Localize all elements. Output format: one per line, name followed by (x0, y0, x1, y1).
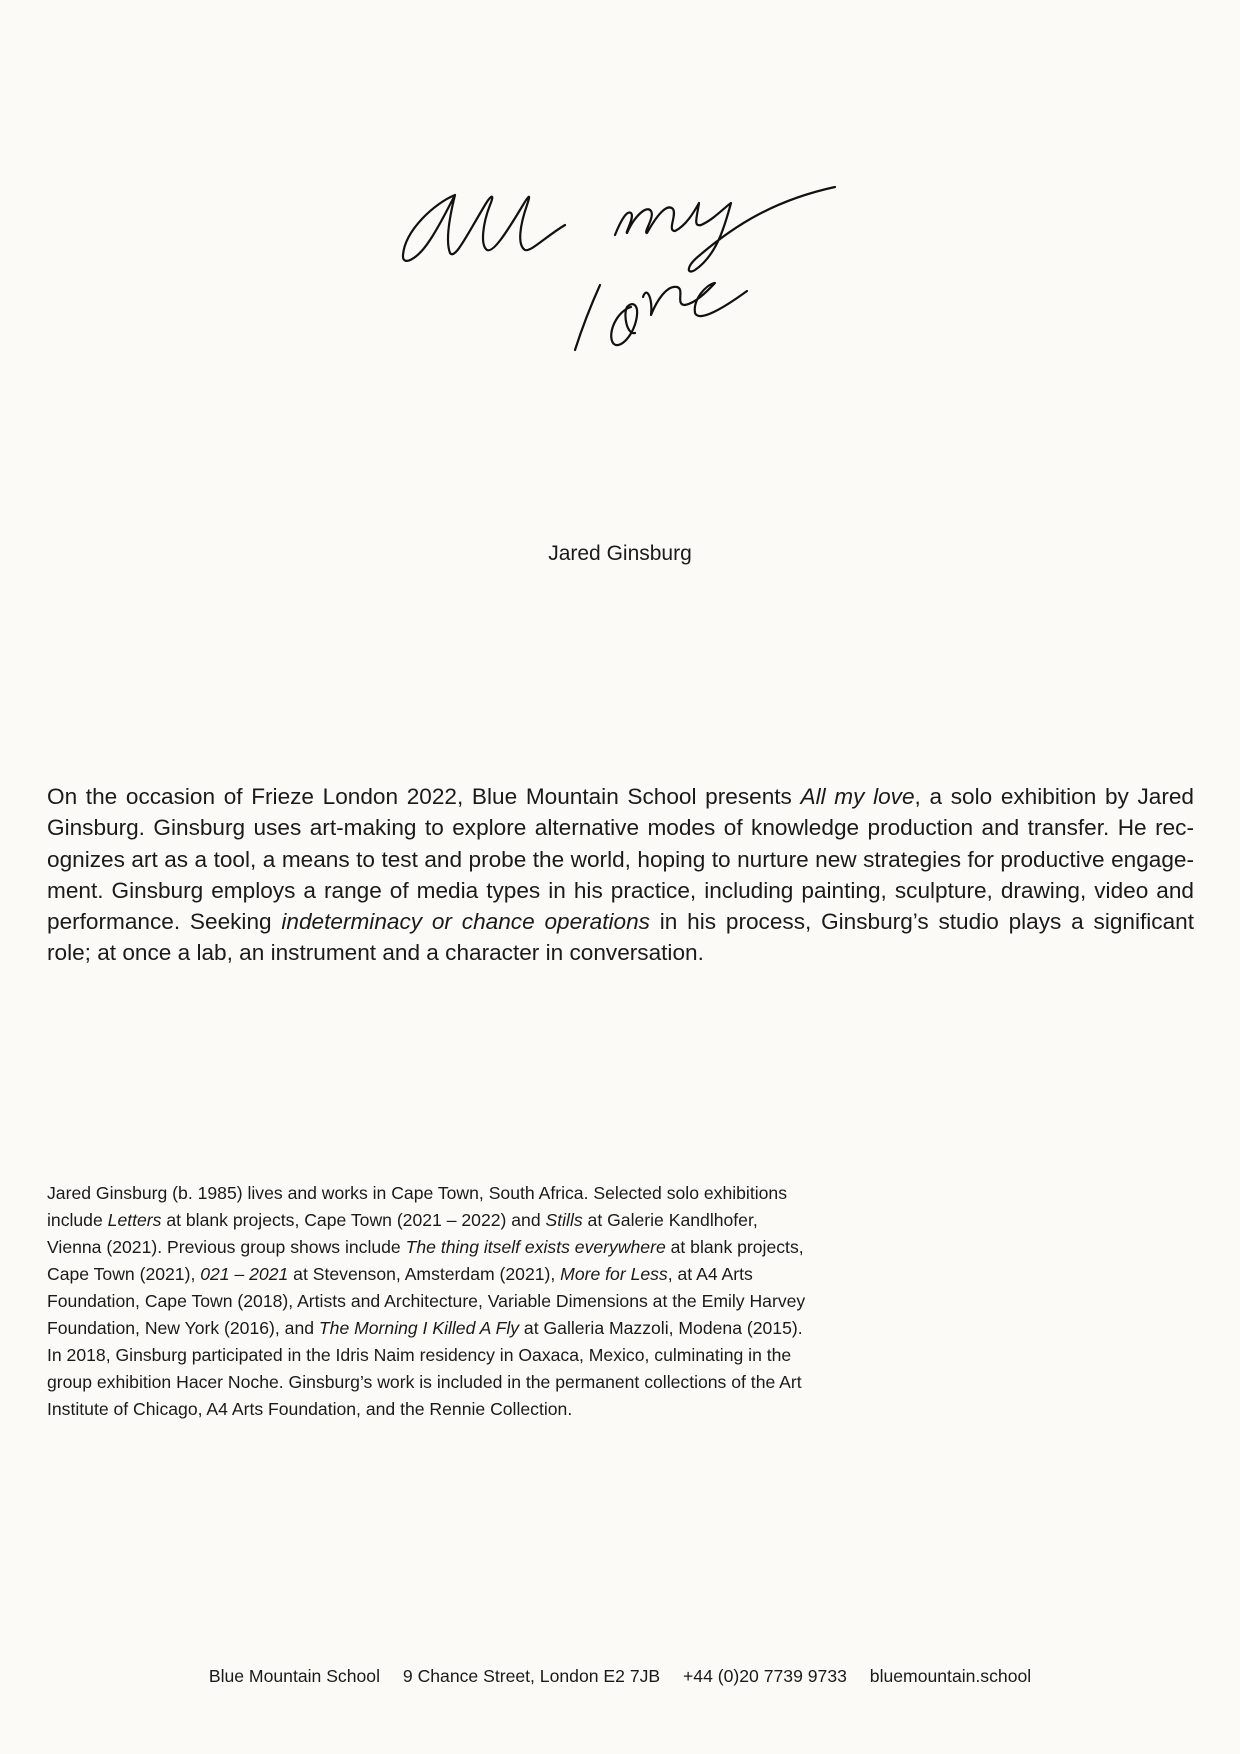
handwritten-title-signature (395, 175, 845, 375)
bio-work-letters: Letters (107, 1210, 162, 1230)
bio-text-4: at blank projects, Cape Town (2021), (47, 1237, 804, 1284)
bio-text-3: at Galerie Kandlhofer, Vienna (2021). Previous group shows include (47, 1210, 758, 1257)
bio-work-stills: Stills (545, 1210, 583, 1230)
intro-paragraph (47, 781, 1194, 969)
bio-text-1: Jared Ginsburg (b. 1985) lives and works in Cape Town, South Africa. Selected solo exhibitions include (47, 1183, 787, 1230)
intro-emphasis: indeterminacy or chance operations (281, 909, 650, 935)
bio-text-2: at blank projects, Cape Town (2021 – 2022) and (161, 1210, 546, 1230)
intro-text-1: On the occasion of Frieze London 2022, Blue Mountain School presents (47, 784, 801, 809)
footer-phone: +44 (0)20 7739 9733 (683, 1666, 847, 1686)
bio-work-021-2021: 021 – 2021 (200, 1264, 289, 1284)
bio-text-6: , at A4 Arts Foundation, Cape Town (2018), Artists and Architecture, Variable Dimensions at the Emily Harvey Foundation, New York (2016), and (47, 1264, 806, 1338)
bio-work-thing-itself: The thing itself exists everywhere (405, 1237, 666, 1257)
bio-work-more-for-less: More for Less (560, 1264, 668, 1284)
artist-name: Jared Ginsburg (548, 542, 692, 565)
footer (0, 1663, 1240, 1689)
footer-website: bluemountain.school (869, 1666, 1032, 1686)
intro-exhibition-title: All my love (800, 784, 915, 809)
footer-gallery-name: Blue Mountain School (208, 1666, 380, 1686)
handwritten-title (395, 175, 845, 375)
bio-text-7: at Galleria Mazzoli, Modena (2015). In 2018, Ginsburg participated in the Idris Naim residency in Oaxaca, Mexico, culminating in the group exhibition Hacer Noche. Ginsburg’s work is included in the permanent collections of the Art Institute of Chicago, A4 Arts Foundation, and the Rennie Collection. (47, 1318, 803, 1419)
footer-address: 9 Chance Street, London E2 7JB (402, 1666, 661, 1686)
bio-work-morning-killed-fly: The Morning I Killed A Fly (318, 1318, 520, 1338)
bio-paragraph (47, 1180, 807, 1423)
bio-text-5: at Stevenson, Amsterdam (2021), (288, 1264, 561, 1284)
intro-text-3: in his process, Ginsburg’s studio plays a significant role; at once a lab, an instrument and a character in conversation. (47, 909, 1195, 966)
intro-text-2: , a solo exhibition by Jared Ginsburg. Ginsburg uses art-making to explore alternative modes of knowledge production and transfer. He rec-ognizes art as a tool, a means to test and probe the world, hoping to nurture new strategies for productive engage-ment. Ginsburg employs a range of media types in his practice, including painting, sculpture, drawing, video and performance. Seeking (47, 784, 1194, 935)
